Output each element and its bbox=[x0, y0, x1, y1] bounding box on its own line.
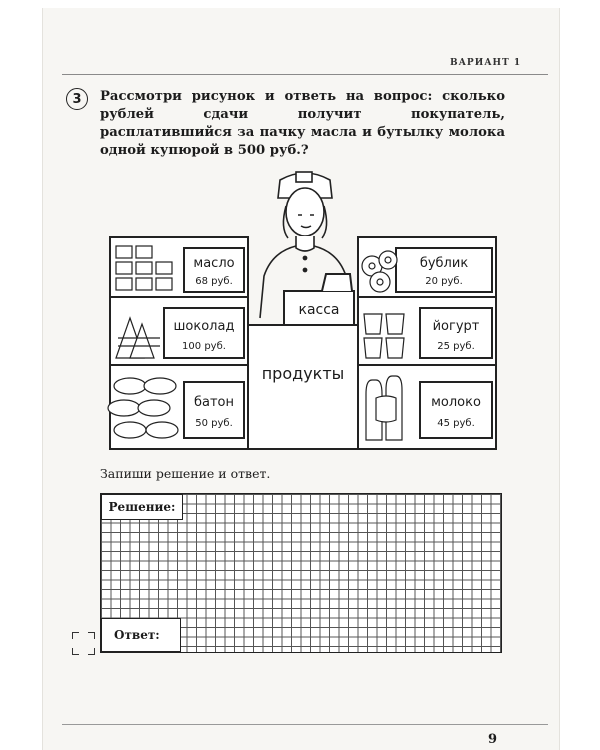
product-name-yogurt: йогурт bbox=[432, 319, 480, 334]
question-text: Рассмотри рисунок и ответь на вопрос: сколько рублей сдачи получит покупатель, расплатившийся за пачку масла и бутылку молока одной купюрой в 500 руб.? bbox=[100, 89, 505, 158]
shop-illustration bbox=[100, 168, 500, 458]
question-number: 3 bbox=[66, 88, 88, 110]
product-name-bagel: бублик bbox=[419, 256, 469, 271]
product-name-milk: молоко bbox=[431, 395, 481, 410]
product-name-chocolate: шоколад bbox=[173, 319, 235, 334]
product-price-chocolate: 100 руб. bbox=[182, 341, 226, 352]
corner-mark bbox=[72, 632, 79, 639]
product-price-milk: 45 руб. bbox=[437, 418, 475, 429]
corner-mark bbox=[72, 648, 79, 655]
product-price-bread: 50 руб. bbox=[195, 418, 233, 429]
product-name-butter: масло bbox=[193, 256, 235, 271]
solution-grid[interactable] bbox=[100, 493, 502, 653]
header-rule bbox=[62, 74, 548, 75]
corner-mark bbox=[88, 632, 95, 639]
product-name-bread: батон bbox=[193, 395, 235, 410]
answer-label: Ответ: bbox=[101, 618, 181, 652]
register-label: касса bbox=[298, 302, 340, 318]
product-price-butter: 68 руб. bbox=[195, 276, 233, 287]
counter-label: продукты bbox=[261, 364, 345, 383]
variant-label: ВАРИАНТ 1 bbox=[450, 58, 522, 68]
bread-loaves-icon bbox=[108, 378, 178, 438]
product-price-bagel: 20 руб. bbox=[425, 276, 463, 287]
counter bbox=[248, 325, 358, 449]
footer-rule bbox=[62, 724, 548, 725]
solution-label: Решение: bbox=[101, 494, 183, 520]
corner-mark bbox=[88, 648, 95, 655]
write-instruction: Запиши решение и ответ. bbox=[100, 466, 271, 481]
page-number: 9 bbox=[488, 732, 498, 747]
product-price-yogurt: 25 руб. bbox=[437, 341, 475, 352]
